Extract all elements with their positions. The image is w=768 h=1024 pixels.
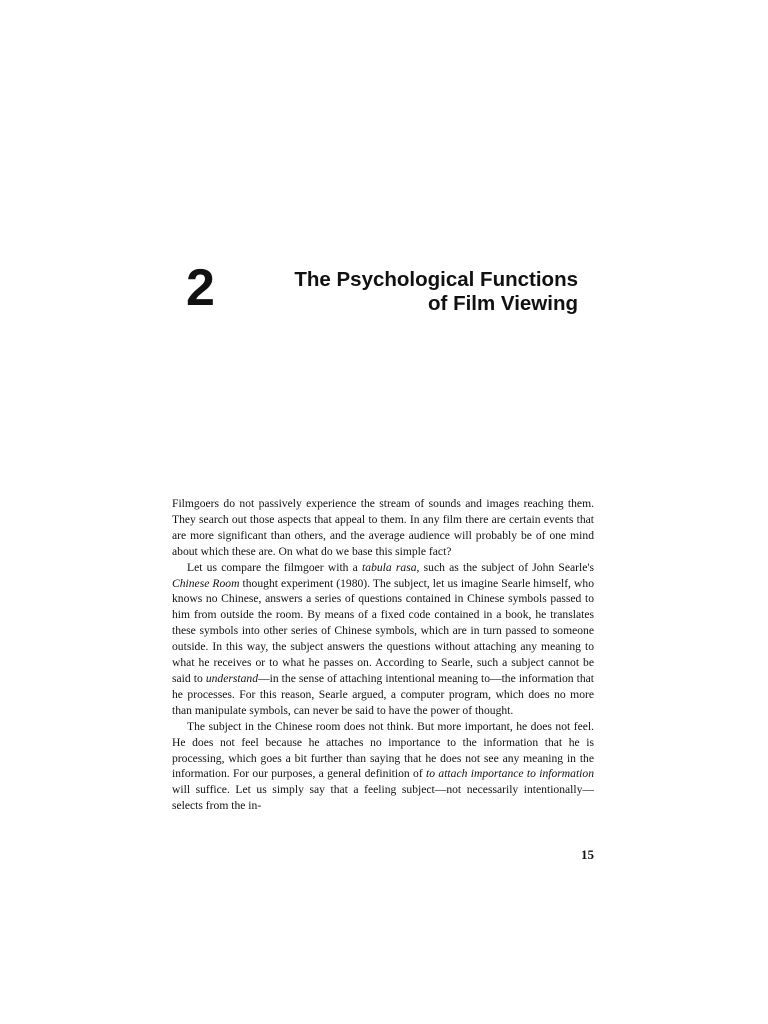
chapter-number: 2 (186, 259, 215, 317)
chapter-title-line-1: The Psychological Functions (294, 268, 578, 291)
italic-term-tabula-rasa: tabula rasa (362, 560, 417, 574)
text-segment: will suffice. Let us simply say that a feeling subject—not necessarily intentionally—selects from the in- (172, 783, 594, 813)
chapter-title-line-2: of Film Viewing (428, 292, 578, 315)
italic-term-attach-importance: to attach importance to information (426, 767, 594, 781)
text-segment: Filmgoers do not passively experience the stream of sounds and images reaching them. They search out those aspects that appeal to them. In any film there are certain events that are more significant than others, and the average audience will probably be of one mind about which these are. On what do we base this simple fact? (172, 497, 594, 558)
text-segment: The subject in the Chinese room does not think. But more important, he does not feel. He does not feel because he attaches no importance to the information that he is processing, which goes a bit further than saying that he does not see any meaning in the information. For our purposes, a general definition of (172, 719, 594, 781)
text-segment: Let us compare the filmgoer with a (187, 560, 363, 574)
text-segment: —in the sense of attaching intentional meaning to—the information that he processes. For this reason, Searle argued, a computer program, which does no more than manipulate symbols, can never be said to have the power of thought. (172, 671, 594, 717)
chapter-title (270, 268, 578, 316)
page-number: 15 (581, 847, 594, 862)
italic-term-chinese-room: Chinese Room (172, 576, 240, 590)
italic-term-understand: understand (205, 671, 258, 685)
body-text (172, 496, 594, 814)
paragraph-3 (172, 719, 594, 814)
text-segment: , such as the subject of John Searle's (416, 560, 594, 574)
paragraph-1 (172, 496, 594, 560)
text-segment: thought experiment (1980). The subject, let us imagine Searle himself, who knows no Chinese, answers a series of questions contained in Chinese symbols passed to him from outside the room. By means of a fixed code contained in a book, he translates these symbols into other series of Chinese symbols, which are in turn passed to someone outside. In this way, the subject answers the questions without attaching any meaning to what he receives or to what he passes on. According to Searle, such a subject cannot be said to (172, 576, 594, 685)
paragraph-2 (172, 560, 594, 719)
